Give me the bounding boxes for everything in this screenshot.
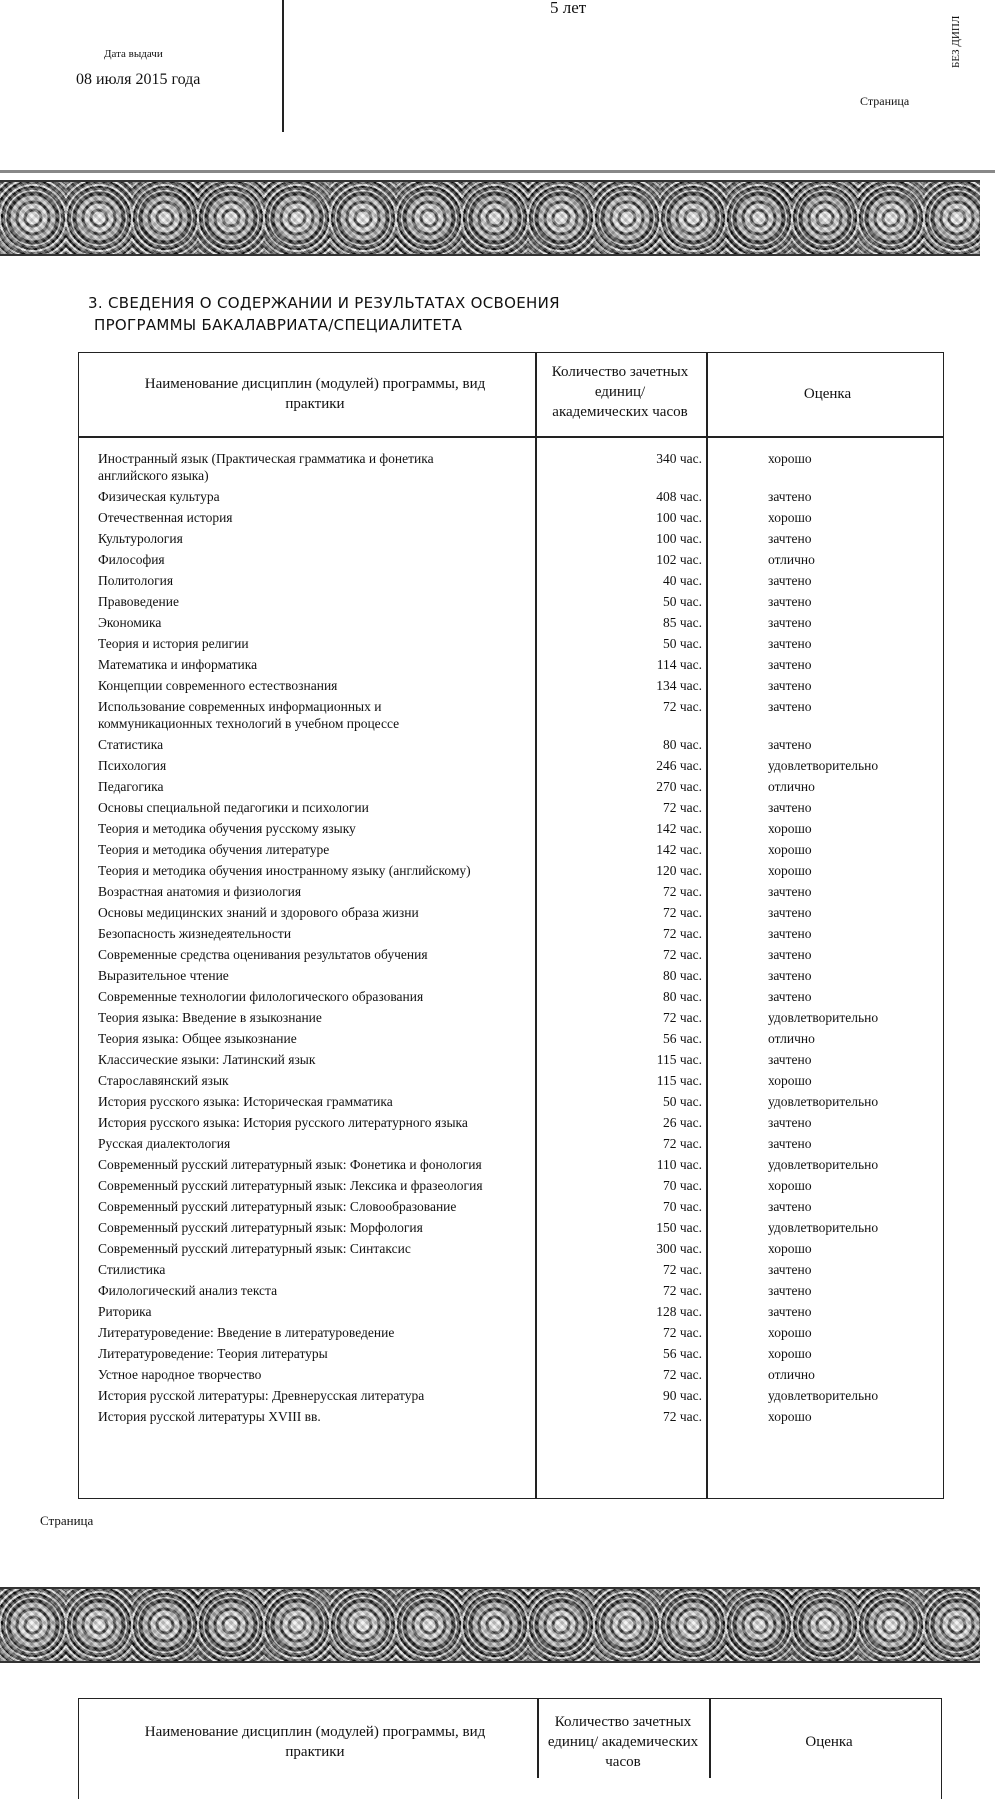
table-row [98, 450, 938, 484]
discipline-grade: зачтено [768, 737, 812, 752]
discipline-hours: 80 час. [662, 737, 702, 752]
discipline-name: Современный русский литературный язык: Словообразование [98, 1199, 457, 1214]
discipline-hours: 134 час. [656, 678, 702, 693]
next-table-column-divider-1 [537, 1698, 539, 1778]
discipline-grade: зачтено [768, 884, 812, 899]
discipline-hours: 72 час. [662, 926, 702, 941]
discipline-grade: зачтено [768, 1304, 812, 1319]
discipline-grade: зачтено [768, 1199, 812, 1214]
table-row [98, 988, 938, 1005]
table-row [98, 1030, 938, 1047]
issue-date-label: Дата выдачи [104, 48, 163, 60]
discipline-grade: зачтено [768, 905, 812, 920]
header-grade: Оценка [803, 386, 852, 402]
discipline-hours: 115 час. [656, 1073, 702, 1088]
discipline-grade: зачтено [768, 699, 812, 714]
discipline-name: Стилистика [98, 1262, 166, 1277]
discipline-grade: зачтено [768, 1115, 812, 1130]
discipline-grade: зачтено [768, 926, 812, 941]
discipline-name: Использование современных информационных и коммуникационных технологий в учебном процессе [98, 699, 400, 731]
discipline-hours: 80 час. [662, 968, 702, 983]
discipline-name: Современные технологии филологического образования [98, 989, 424, 1004]
discipline-grade: хорошо [768, 821, 812, 836]
discipline-name: Возрастная анатомия и физиология [98, 884, 302, 899]
discipline-hours: 408 час. [656, 489, 702, 504]
discipline-name: Теория языка: Введение в языкознание [98, 1010, 322, 1025]
header-discipline-name: Наименование дисциплин (модулей) программы, вид практики [144, 376, 486, 412]
table-row [98, 904, 938, 921]
next-header-credits: Количество зачетных единиц/ академических часов [547, 1714, 699, 1770]
discipline-name: Современный русский литературный язык: Лексика и фразеология [98, 1178, 483, 1193]
discipline-name: Правоведение [98, 594, 179, 609]
next-header-discipline-name: Наименование дисциплин (модулей) программы, вид практики [144, 1724, 486, 1760]
discipline-grade: зачтено [768, 657, 812, 672]
side-stamp: БЕЗ ДИПЛ [950, 15, 962, 68]
discipline-name: Выразительное чтение [98, 968, 229, 983]
ornamental-band-bottom [0, 1587, 980, 1663]
discipline-hours: 72 час. [662, 1262, 702, 1277]
table-row [98, 1051, 938, 1068]
discipline-hours: 56 час. [662, 1031, 702, 1046]
discipline-hours: 50 час. [662, 1094, 702, 1109]
discipline-name: Иностранный язык (Практическая грамматика и фонетика английского языка) [98, 451, 434, 483]
table-row [98, 1408, 938, 1425]
discipline-grade: хорошо [768, 1241, 812, 1256]
discipline-grade: хорошо [768, 510, 812, 525]
discipline-grade: хорошо [768, 842, 812, 857]
discipline-grade: зачтено [768, 1262, 812, 1277]
discipline-hours: 142 час. [656, 842, 702, 857]
discipline-hours: 70 час. [662, 1178, 702, 1193]
discipline-grade: отлично [768, 1367, 815, 1382]
table-row [98, 799, 938, 816]
table-row [98, 841, 938, 858]
discipline-hours: 40 час. [662, 573, 702, 588]
discipline-name: Современные средства оценивания результатов обучения [98, 947, 428, 962]
discipline-name: Теория и история религии [98, 636, 249, 651]
table-row [98, 1009, 938, 1026]
discipline-grade: зачтено [768, 531, 812, 546]
table-body [98, 450, 938, 1429]
discipline-hours: 72 час. [662, 1367, 702, 1382]
discipline-grade: хорошо [768, 1409, 812, 1424]
section-title-line-1: 3. СВЕДЕНИЯ О СОДЕРЖАНИИ И РЕЗУЛЬТАТАХ ОСВОЕНИЯ [88, 294, 560, 312]
discipline-name: Отечественная история [98, 510, 233, 525]
discipline-name: Старославянский язык [98, 1073, 229, 1088]
discipline-name: Безопасность жизнедеятельности [98, 926, 292, 941]
table-row [98, 1114, 938, 1131]
discipline-hours: 270 час. [656, 779, 702, 794]
discipline-hours: 50 час. [662, 594, 702, 609]
table-row [98, 736, 938, 753]
discipline-name: Педагогика [98, 779, 164, 794]
table-row [98, 820, 938, 837]
table-row [98, 572, 938, 589]
discipline-grade: зачтено [768, 989, 812, 1004]
discipline-grade: удовлетворительно [768, 758, 879, 773]
discipline-name: Риторика [98, 1304, 152, 1319]
section-title [88, 292, 560, 336]
discipline-hours: 102 час. [656, 552, 702, 567]
table-row [98, 1261, 938, 1278]
discipline-name: Основы специальной педагогики и психологии [98, 800, 369, 815]
table-row [98, 757, 938, 774]
discipline-hours: 114 час. [656, 657, 702, 672]
discipline-hours: 72 час. [662, 1010, 702, 1025]
section-title-line-2: ПРОГРАММЫ БАКАЛАВРИАТА/СПЕЦИАЛИТЕТА [94, 316, 463, 334]
table-header-divider [79, 436, 943, 438]
discipline-name: История русской литературы XVIII вв. [98, 1409, 321, 1424]
discipline-hours: 26 час. [662, 1115, 702, 1130]
table-row [98, 1345, 938, 1362]
discipline-grade: удовлетворительно [768, 1220, 879, 1235]
discipline-name: Современный русский литературный язык: Фонетика и фонология [98, 1157, 482, 1172]
table-row [98, 635, 938, 652]
table-row [98, 778, 938, 795]
table-row [98, 677, 938, 694]
discipline-hours: 120 час. [656, 863, 702, 878]
discipline-grade: отлично [768, 1031, 815, 1046]
table-row [98, 698, 938, 732]
discipline-grade: зачтено [768, 1052, 812, 1067]
table-row [98, 551, 938, 568]
discipline-grade: зачтено [768, 947, 812, 962]
discipline-grade: зачтено [768, 968, 812, 983]
discipline-name: Культурология [98, 531, 183, 546]
discipline-hours: 80 час. [662, 989, 702, 1004]
discipline-hours: 70 час. [662, 1199, 702, 1214]
discipline-name: Политология [98, 573, 174, 588]
discipline-name: Теория языка: Общее языкознание [98, 1031, 297, 1046]
discipline-name: Экономика [98, 615, 162, 630]
discipline-name: Физическая культура [98, 489, 220, 504]
page-label-bottom: Страница [40, 1513, 94, 1528]
discipline-grade: зачтено [768, 800, 812, 815]
discipline-grade: отлично [768, 779, 815, 794]
discipline-grade: зачтено [768, 615, 812, 630]
table-row [98, 530, 938, 547]
discipline-name: Теория и методика обучения иностранному языку (английскому) [98, 863, 471, 878]
discipline-name: Основы медицинских знаний и здорового образа жизни [98, 905, 419, 920]
discipline-grade: удовлетворительно [768, 1388, 879, 1403]
next-header-grade: Оценка [805, 1734, 853, 1750]
discipline-hours: 100 час. [656, 531, 702, 546]
table-row [98, 883, 938, 900]
table-row [98, 614, 938, 631]
discipline-hours: 72 час. [662, 884, 702, 899]
discipline-grade: хорошо [768, 1346, 812, 1361]
discipline-grade: зачтено [768, 1136, 812, 1151]
discipline-grade: удовлетворительно [768, 1010, 879, 1025]
table-row [98, 593, 938, 610]
discipline-name: Статистика [98, 737, 164, 752]
discipline-grade: зачтено [768, 573, 812, 588]
discipline-hours: 72 час. [662, 1409, 702, 1424]
discipline-hours: 90 час. [662, 1388, 702, 1403]
issue-date: 08 июля 2015 года [76, 71, 201, 88]
table-row [98, 1366, 938, 1383]
discipline-name: Классические языки: Латинский язык [98, 1052, 316, 1067]
discipline-hours: 85 час. [662, 615, 702, 630]
table-row [98, 1156, 938, 1173]
discipline-hours: 72 час. [662, 1283, 702, 1298]
table-row [98, 1387, 938, 1404]
discipline-name: Теория и методика обучения литературе [98, 842, 330, 857]
discipline-hours: 72 час. [662, 1325, 702, 1340]
discipline-hours: 72 час. [662, 699, 702, 714]
discipline-grade: отлично [768, 552, 815, 567]
discipline-grade: хорошо [768, 1178, 812, 1193]
table-row [98, 488, 938, 505]
ornamental-band-top [0, 180, 980, 256]
discipline-hours: 72 час. [662, 1136, 702, 1151]
discipline-grade: зачтено [768, 636, 812, 651]
discipline-hours: 128 час. [656, 1304, 702, 1319]
table-row [98, 656, 938, 673]
top-divider-line [282, 0, 284, 132]
table-row [98, 1135, 938, 1152]
discipline-grade: удовлетворительно [768, 1094, 879, 1109]
table-row [98, 967, 938, 984]
discipline-grade: удовлетворительно [768, 1157, 879, 1172]
discipline-hours: 246 час. [656, 758, 702, 773]
discipline-name: Литературоведение: Введение в литературоведение [98, 1325, 395, 1340]
table-row [98, 1198, 938, 1215]
discipline-name: История русского языка: История русского литературного языка [98, 1115, 468, 1130]
discipline-name: История русской литературы: Древнерусская литература [98, 1388, 425, 1403]
discipline-hours: 50 час. [662, 636, 702, 651]
table-row [98, 1072, 938, 1089]
table-row [98, 1324, 938, 1341]
table-row [98, 862, 938, 879]
discipline-name: Философия [98, 552, 165, 567]
table-row [98, 1093, 938, 1110]
table-row [98, 509, 938, 526]
discipline-grade: хорошо [768, 451, 812, 466]
table-row [98, 1282, 938, 1299]
page-label-top: Страница [860, 94, 910, 108]
discipline-hours: 72 час. [662, 905, 702, 920]
page-edge-rule [0, 170, 995, 173]
discipline-hours: 72 час. [662, 947, 702, 962]
discipline-name: Современный русский литературный язык: Морфология [98, 1220, 423, 1235]
discipline-name: Устное народное творчество [98, 1367, 262, 1382]
discipline-hours: 115 час. [656, 1052, 702, 1067]
discipline-grade: зачтено [768, 489, 812, 504]
discipline-grade: хорошо [768, 863, 812, 878]
discipline-grade: хорошо [768, 1073, 812, 1088]
discipline-hours: 142 час. [656, 821, 702, 836]
discipline-hours: 110 час. [656, 1157, 702, 1172]
discipline-hours: 56 час. [662, 1346, 702, 1361]
discipline-hours: 340 час. [656, 451, 702, 466]
discipline-hours: 72 час. [662, 800, 702, 815]
header-credits: Количество зачетных единиц/ академических часов [551, 364, 689, 420]
discipline-grade: хорошо [768, 1325, 812, 1340]
discipline-name: История русского языка: Историческая грамматика [98, 1094, 393, 1109]
table-row [98, 925, 938, 942]
discipline-grade: зачтено [768, 594, 812, 609]
discipline-grade: зачтено [768, 678, 812, 693]
discipline-name: Современный русский литературный язык: Синтаксис [98, 1241, 411, 1256]
discipline-name: Литературоведение: Теория литературы [98, 1346, 328, 1361]
study-duration: 5 лет [550, 0, 587, 17]
table-row [98, 1240, 938, 1257]
table-row [98, 1219, 938, 1236]
table-row [98, 946, 938, 963]
discipline-hours: 100 час. [656, 510, 702, 525]
table-row [98, 1177, 938, 1194]
discipline-hours: 150 час. [656, 1220, 702, 1235]
next-table-column-divider-2 [709, 1698, 711, 1778]
table-row [98, 1303, 938, 1320]
discipline-name: Русская диалектология [98, 1136, 231, 1151]
discipline-name: Теория и методика обучения русскому языку [98, 821, 356, 836]
discipline-name: Концепции современного естествознания [98, 678, 338, 693]
discipline-name: Психология [98, 758, 167, 773]
discipline-grade: зачтено [768, 1283, 812, 1298]
discipline-name: Филологический анализ текста [98, 1283, 278, 1298]
discipline-hours: 300 час. [656, 1241, 702, 1256]
discipline-name: Математика и информатика [98, 657, 258, 672]
